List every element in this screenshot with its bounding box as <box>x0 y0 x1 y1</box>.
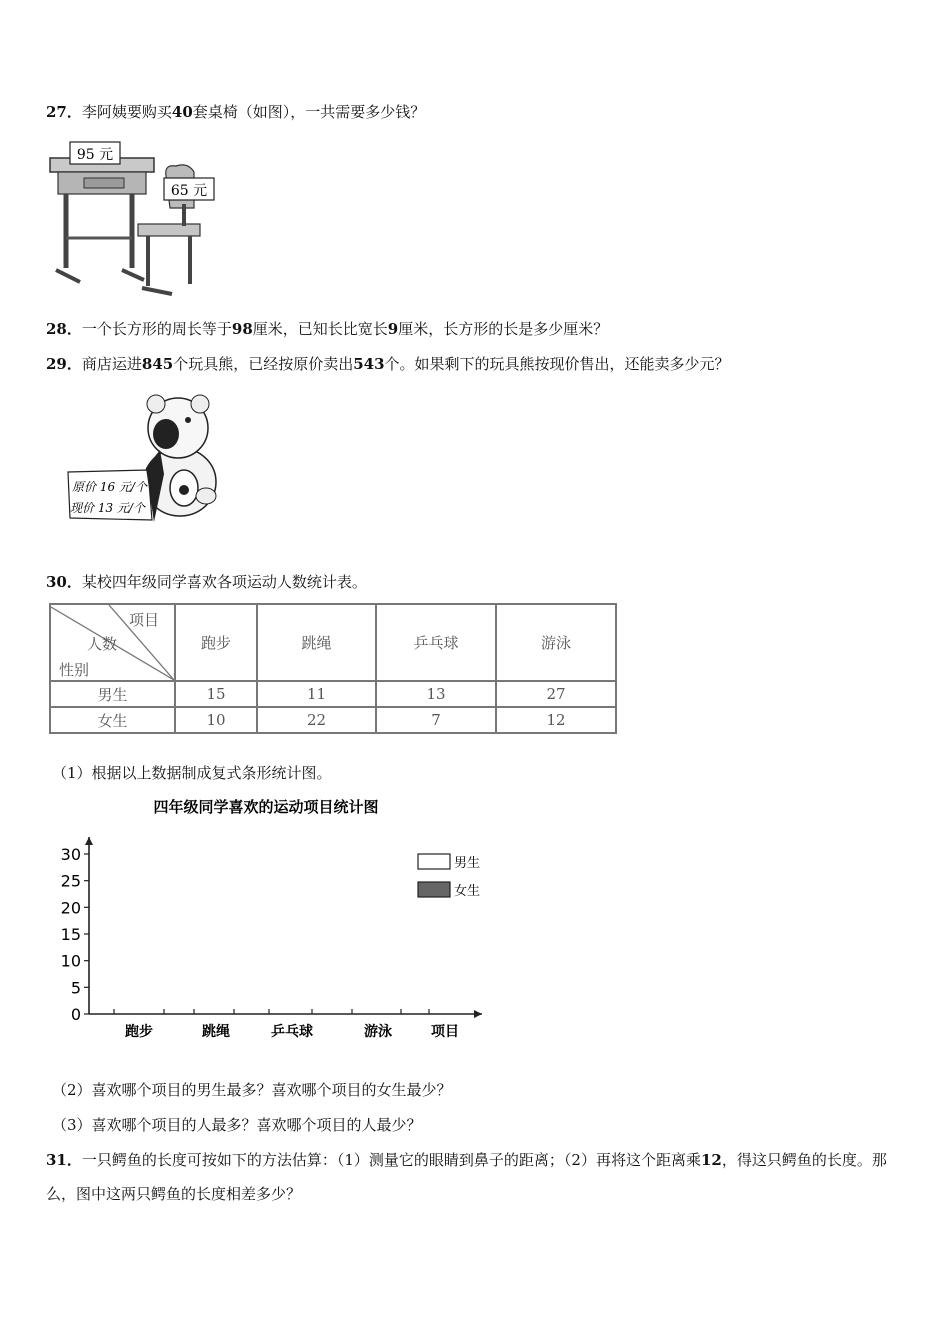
y-axis-arrow <box>85 837 93 845</box>
question-text: 厘米，长方形的长是多少厘米？ <box>398 320 609 338</box>
question-text: 厘米，已知长比宽长 <box>252 320 388 338</box>
sub-question-3: （3）喜欢哪个项目的人最多？喜欢哪个项目的人最少？ <box>52 1116 422 1134</box>
factor-value: 12 <box>700 1151 722 1169</box>
corner-gender-label: 性别 <box>59 661 90 679</box>
sub-question-2: （2）喜欢哪个项目的男生最多？喜欢哪个项目的女生最少？ <box>52 1081 452 1099</box>
question-number: 27． <box>46 103 82 121</box>
question-text: 套桌椅（如图），一共需要多少钱？ <box>192 103 426 121</box>
question-29 <box>46 354 730 374</box>
x-axis-arrow <box>474 1010 482 1018</box>
x-tick-label: 跳绳 <box>202 1024 230 1040</box>
legend-label: 女生 <box>454 884 481 899</box>
question-number: 29． <box>46 355 82 373</box>
x-tick-label: 游泳 <box>364 1024 392 1040</box>
question-28 <box>46 319 608 339</box>
desk-price: 95 元 <box>76 147 114 163</box>
sold-value: 543 <box>353 355 385 373</box>
desk-chair-figure <box>44 138 224 298</box>
row-label: 男生 <box>50 681 175 707</box>
original-price-sign: 原价 16 元/个 <box>72 480 147 494</box>
question-text: 一只鳄鱼的长度可按如下的方法估算：（1）测量它的眼睛到鼻子的距离；（2）再将这个距离乘 <box>81 1151 701 1169</box>
question-text: 商店运进 <box>81 355 142 373</box>
table-header-cell: 跑步 <box>175 604 257 681</box>
quantity: 40 <box>171 103 193 121</box>
row-label: 女生 <box>50 707 175 733</box>
table-cell: 12 <box>496 707 616 733</box>
table-cell: 7 <box>376 707 496 733</box>
y-tick-label: 15 <box>60 925 81 944</box>
x-tick-label: 跑步 <box>125 1024 153 1040</box>
question-30 <box>46 572 367 592</box>
question-text: 李阿姨要购买 <box>81 103 172 121</box>
question-number: 28． <box>46 320 82 338</box>
chart-title: 四年级同学喜欢的运动项目统计图 <box>153 798 379 816</box>
sub-question-1: （1）根据以上数据制成复式条形统计图。 <box>52 764 332 782</box>
table-cell: 27 <box>496 681 616 707</box>
difference-value: 9 <box>387 320 399 338</box>
x-axis-label: 项目 <box>431 1024 459 1040</box>
question-number: 31． <box>46 1151 82 1169</box>
table-row <box>50 681 616 707</box>
y-tick-label: 25 <box>60 871 81 891</box>
x-tick-label: 乒乓球 <box>271 1024 313 1040</box>
question-text: 个玩具熊，已经按原价卖出 <box>173 355 354 373</box>
teddy-bear-figure <box>64 390 224 525</box>
table-cell: 10 <box>175 707 257 733</box>
question-text: 一个长方形的周长等于 <box>81 320 232 338</box>
corner-count-label: 人数 <box>87 635 118 653</box>
y-tick-label: 20 <box>60 898 81 918</box>
table-cell: 11 <box>257 681 376 707</box>
table-corner-cell <box>50 604 175 681</box>
legend-swatch <box>418 882 450 897</box>
total-value: 845 <box>141 355 174 373</box>
y-tick-label: 10 <box>60 951 81 971</box>
y-tick-label: 5 <box>70 978 81 998</box>
question-31 <box>46 1143 916 1211</box>
table-header-cell: 游泳 <box>496 604 616 681</box>
chair-price: 65 元 <box>170 183 208 199</box>
table-header-cell: 跳绳 <box>257 604 376 681</box>
sports-stats-table <box>49 603 617 734</box>
legend-swatch <box>418 854 450 869</box>
question-27 <box>46 102 425 122</box>
table-cell: 15 <box>175 681 257 707</box>
table-cell: 13 <box>376 681 496 707</box>
question-text: 某校四年级同学喜欢各项运动人数统计表。 <box>81 573 367 591</box>
current-price-sign: 现价 13 元/个 <box>70 501 145 515</box>
table-header-cell: 乒乓球 <box>376 604 496 681</box>
table-cell: 22 <box>257 707 376 733</box>
table-row <box>50 707 616 733</box>
question-text: 个。如果剩下的玩具熊按现价售出，还能卖多少元？ <box>384 355 730 373</box>
y-tick-label: 30 <box>60 845 81 864</box>
y-tick-label: 0 <box>70 1005 81 1024</box>
corner-item-label: 项目 <box>129 611 160 629</box>
bar-chart <box>44 792 504 1054</box>
question-number: 30． <box>46 573 82 591</box>
question-text: ，得这只鳄鱼的长度。那么，图中这两只鳄鱼的长度相差多少？ <box>46 1151 887 1203</box>
perimeter-value: 98 <box>231 320 253 338</box>
legend-label: 男生 <box>454 856 481 871</box>
